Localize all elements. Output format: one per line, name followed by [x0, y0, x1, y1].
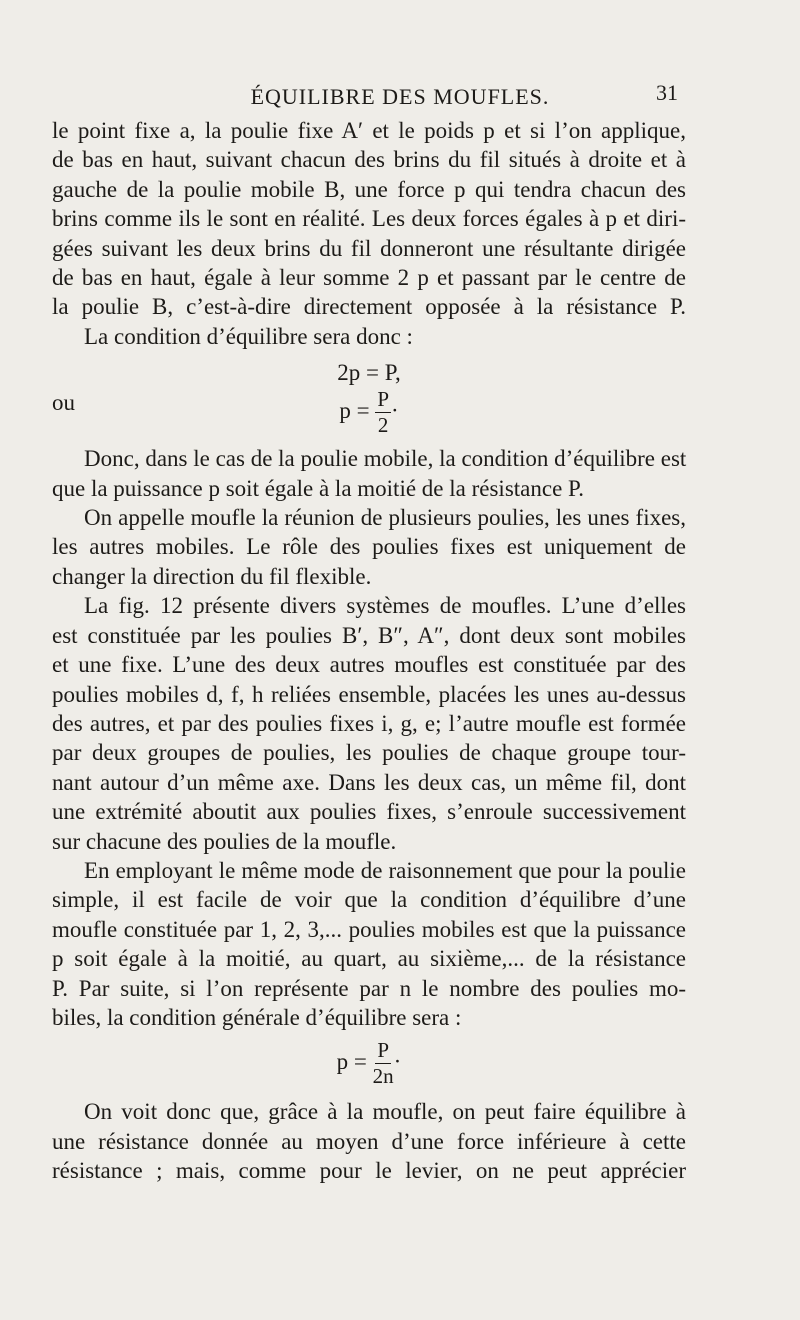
text-line: gauche de la poulie mobile B, une force p qui tendra chacun des — [52, 176, 686, 202]
fraction — [375, 389, 391, 436]
formula-end: · — [393, 1049, 402, 1075]
text-line: de bas en haut, suivant chacun des brins du fil situés à droite et à — [52, 147, 686, 173]
text-line: et une fixe. L’une des deux autres moufles est constituée par des — [52, 652, 686, 678]
formula-equilibrium: 2p = P, — [337, 360, 401, 386]
formula-lhs: p = — [339, 398, 370, 424]
text-line: Donc, dans le cas de la poulie mobile, la condition d’équilibre est — [84, 446, 687, 472]
running-title: ÉQUILIBRE DES MOUFLES. — [250, 84, 550, 109]
fraction — [373, 1040, 394, 1087]
text-line: de bas en haut, égale à leur somme 2 p et passant par le centre de — [52, 265, 686, 291]
text-line: les autres mobiles. Le rôle des poulies fixes est uniquement de — [52, 534, 686, 560]
text-line: est constituée par les poulies B′, B″, A″, dont deux sont mobiles — [52, 622, 686, 648]
text-line: gées suivant les deux brins du fil donneront une résultante dirigée — [52, 235, 686, 261]
text-line: par deux groupes de poulies, les poulies de chaque groupe tour- — [52, 740, 686, 766]
text-line: La condition d’équilibre sera donc : — [84, 323, 413, 349]
text-line: sur chacune des poulies de la moufle. — [52, 828, 397, 854]
text-line: poulies mobiles d, f, h reliées ensemble, placées les unes au-dessus — [52, 681, 686, 707]
text-line: En employant le même mode de raisonnement que pour la poulie — [84, 857, 686, 883]
formula-general — [52, 1040, 686, 1087]
fraction-numerator: P — [377, 387, 389, 412]
text-line: brins comme ils le sont en réalité. Les deux forces égales à p et diri- — [52, 206, 686, 232]
fraction-denominator: 2n — [372, 1064, 394, 1089]
text-line: nant autour d’un même axe. Dans les deux cas, un même fil, dont — [52, 769, 686, 795]
text-line: On voit donc que, grâce à la moufle, on peut faire équilibre à — [84, 1099, 686, 1125]
text-line: la poulie B, c’est-à-dire directement opposée à la résistance P. — [52, 294, 686, 320]
text-line: On appelle moufle la réunion de plusieurs poulies, les unes fixes, — [84, 505, 686, 531]
formula-half — [52, 389, 686, 436]
text-line: La fig. 12 présente divers systèmes de moufles. L’une d’elles — [84, 593, 686, 619]
text-line: résistance ; mais, comme pour le levier, on ne peut apprécier — [52, 1158, 686, 1184]
formula-end: · — [391, 398, 399, 424]
text-line: P. Par suite, si l’on représente par n le nombre des poulies mo- — [52, 975, 686, 1001]
text-line: p soit égale à la moitié, au quart, au sixième,... de la résistance — [52, 946, 686, 972]
text-line: une extrémité aboutit aux poulies fixes, s’enroule successivement — [52, 799, 686, 825]
text-line: changer la direction du fil flexible. — [52, 563, 372, 589]
text-line: moufle constituée par 1, 2, 3,... poulies mobiles est que la puissance — [52, 916, 686, 942]
text-line: que la puissance p soit égale à la moitié de la résistance P. — [52, 475, 585, 501]
text-line: biles, la condition générale d’équilibre sera : — [52, 1004, 462, 1030]
formula-label: ou — [52, 390, 75, 416]
text-line: une résistance donnée au moyen d’une force inférieure à cette — [52, 1128, 686, 1154]
fraction-denominator: 2 — [377, 413, 389, 438]
page-number: 31 — [656, 80, 678, 105]
fraction-numerator: P — [377, 1038, 389, 1063]
text-line: simple, il est facile de voir que la condition d’équilibre d’une — [52, 887, 686, 913]
formula-lhs: p = — [336, 1049, 367, 1075]
text-line: le point fixe a, la poulie fixe A′ et le poids p et si l’on applique, — [52, 118, 686, 143]
text-line: des autres, et par des poulies fixes i, g, e; l’autre moufle est formée — [52, 710, 686, 736]
body-text — [52, 116, 686, 1186]
